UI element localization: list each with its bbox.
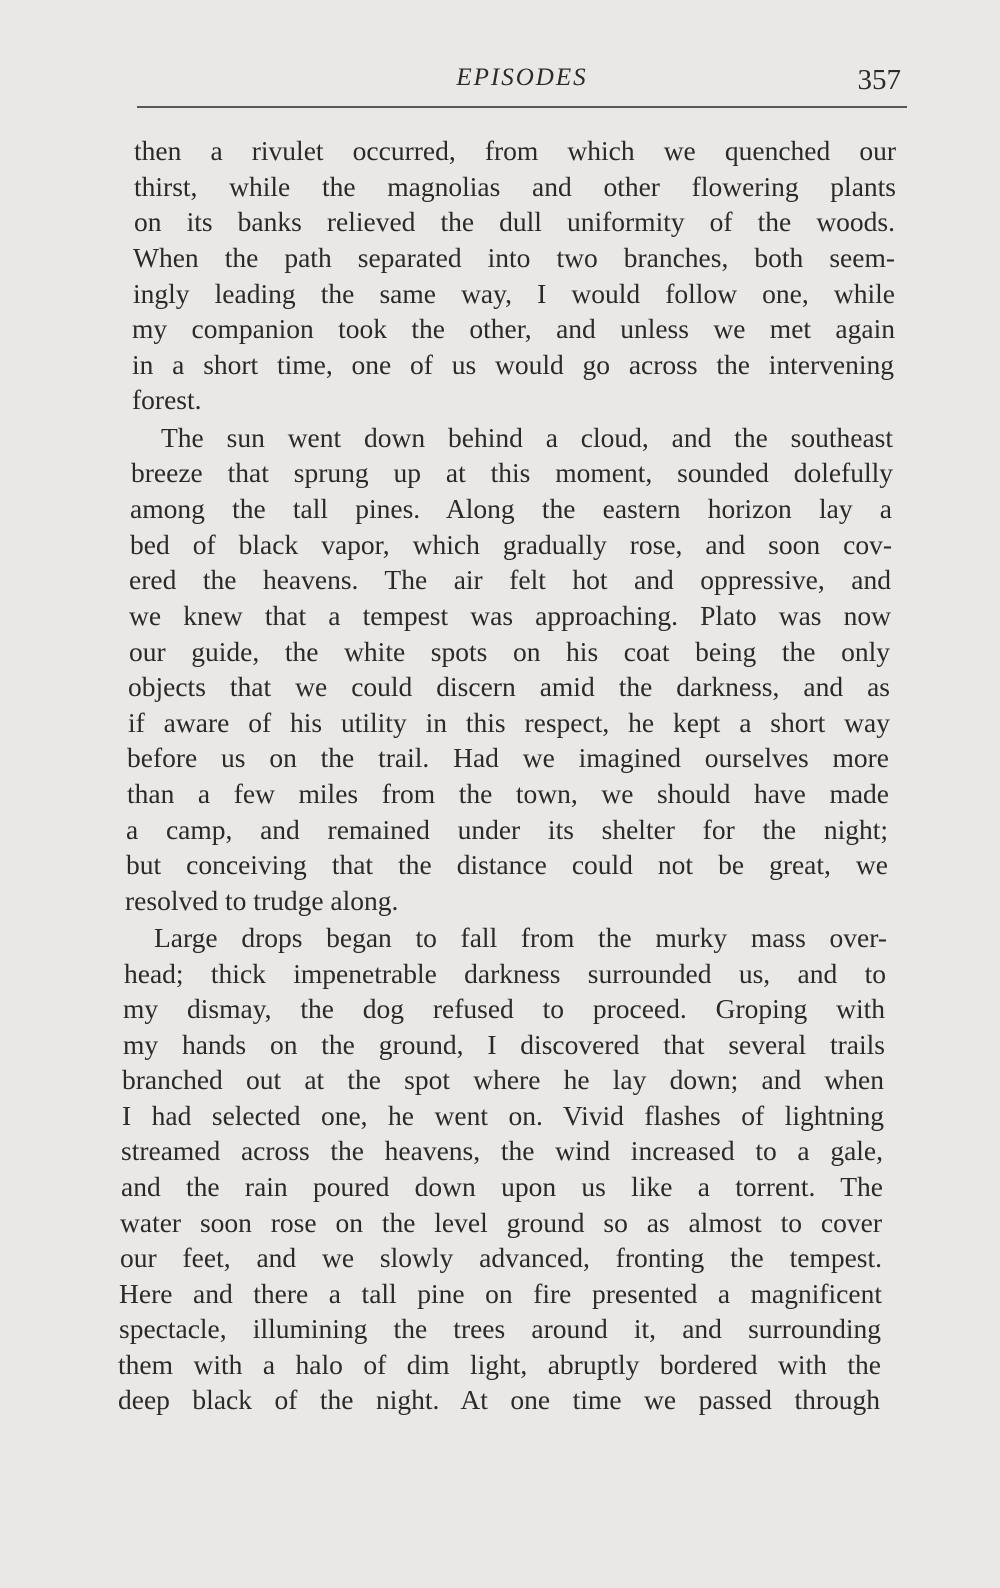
text-line: our feet, and we slowly advanced, fronting the tempest.	[120, 1242, 882, 1273]
text-line: thirst, while the magnolias and other flowering plants	[134, 171, 896, 202]
page-number: 357	[857, 64, 901, 96]
text-line: forest.	[132, 384, 202, 415]
text-line: before us on the trail. Had we imagined ourselves more	[127, 742, 889, 773]
text-line: them with a halo of dim light, abruptly bordered with the	[118, 1349, 881, 1380]
text-line: and the rain poured down upon us like a torrent. The	[121, 1171, 883, 1202]
header-rule	[137, 106, 907, 108]
text-line: in a short time, one of us would go across the intervening	[132, 349, 894, 380]
text-line: then a rivulet occurred, from which we quenched our	[134, 135, 896, 166]
text-line: breeze that sprung up at this moment, sounded dolefully	[131, 457, 893, 488]
running-head-title: EPISODES	[456, 64, 588, 91]
text-line: if aware of his utility in this respect, he kept a short way	[128, 707, 890, 738]
text-line: streamed across the heavens, the wind increased to a gale,	[121, 1135, 883, 1166]
text-line: branched out at the spot where he lay down; and when	[122, 1064, 884, 1095]
text-line: I had selected one, he went on. Vivid flashes of lightning	[122, 1100, 884, 1131]
text-line: When the path separated into two branches, both seem-	[133, 242, 895, 273]
text-line: spectacle, illumining the trees around it, and surrounding	[119, 1313, 881, 1344]
text-line: ingly leading the same way, I would follow one, while	[133, 278, 895, 309]
text-line: a camp, and remained under its shelter for the night;	[126, 814, 888, 845]
text-line: The sun went down behind a cloud, and the southeast	[161, 422, 893, 453]
text-line: my hands on the ground, I discovered that several trails	[123, 1029, 885, 1060]
text-line: objects that we could discern amid the darkness, and as	[128, 671, 890, 702]
text-line: among the tall pines. Along the eastern horizon lay a	[130, 493, 892, 524]
text-line: our guide, the white spots on his coat being the only	[129, 636, 890, 667]
text-line: we knew that a tempest was approaching. Plato was now	[129, 600, 891, 631]
text-line: than a few miles from the town, we should have made	[127, 778, 889, 809]
text-line: bed of black vapor, which gradually rose, and soon cov-	[130, 529, 892, 560]
text-line: my dismay, the dog refused to proceed. Groping with	[123, 993, 885, 1024]
text-line: Large drops began to fall from the murky mass over-	[154, 922, 887, 953]
text-line: my companion took the other, and unless we met again	[132, 313, 895, 344]
text-line: resolved to trudge along.	[125, 885, 399, 916]
running-head	[137, 60, 907, 104]
text-line: on its banks relieved the dull uniformity of the woods.	[134, 206, 895, 237]
text-line: but conceiving that the distance could not be great, we	[126, 849, 888, 880]
text-line: Here and there a tall pine on fire presented a magnificent	[119, 1278, 882, 1309]
text-line: water soon rose on the level ground so as almost to cover	[120, 1207, 882, 1238]
text-line: head; thick impenetrable darkness surrounded us, and to	[124, 958, 886, 989]
text-line: deep black of the night. At one time we passed through	[118, 1384, 880, 1415]
text-line: ered the heavens. The air felt hot and oppressive, and	[129, 564, 891, 595]
